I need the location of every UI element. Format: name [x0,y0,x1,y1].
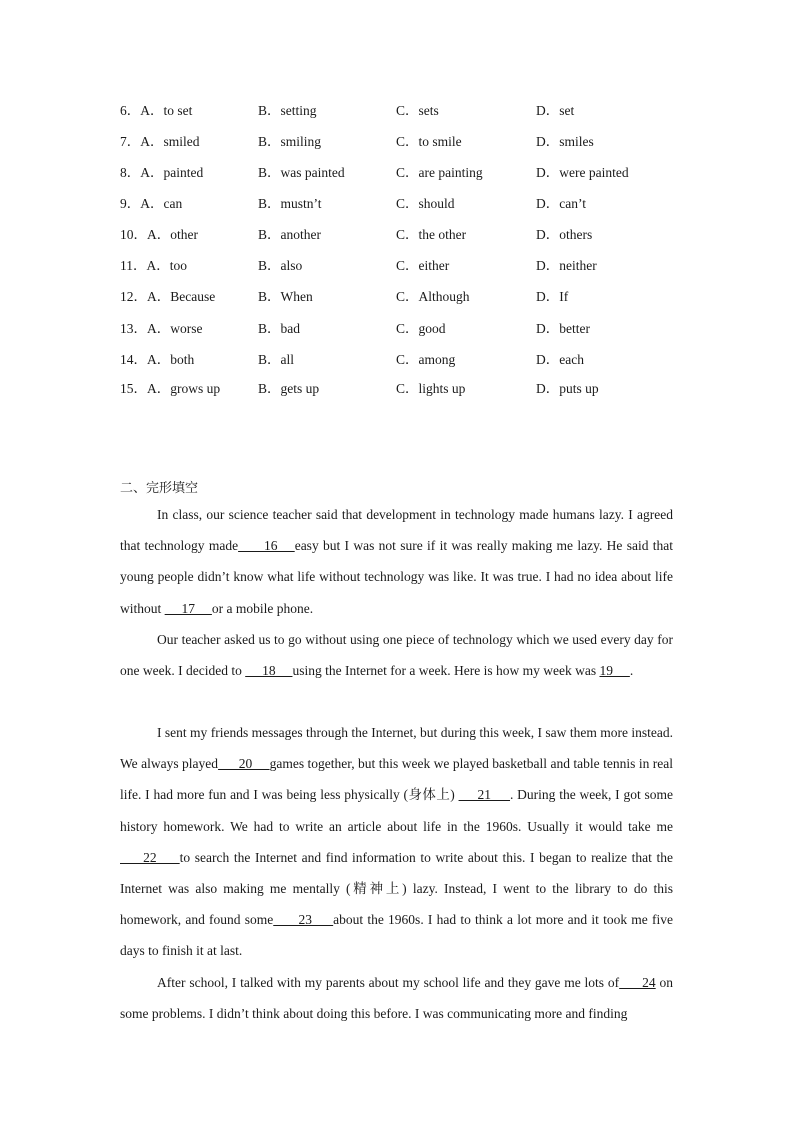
option-a: A．Because [147,289,216,304]
text: using the Internet for a week. Here is how my week was [292,663,600,679]
option-a: A．painted [140,165,204,180]
text: or a mobile phone. [211,600,314,616]
option-a: A．other [147,227,198,242]
blank-24: 24 [619,975,656,990]
option-c: C．the other [396,227,467,242]
option-d: D．others [536,227,593,242]
option-d: D．were painted [536,165,629,180]
question-number: 15． [120,381,147,396]
paragraph-4 [120,967,673,1029]
option-d: D．can’t [536,196,586,211]
question-number-and-option-a [120,163,203,183]
question-number-and-option-a [120,225,198,245]
option-d: D．If [536,289,569,304]
option-b: B．When [258,289,313,304]
text: . [629,663,634,679]
option-b: B．was painted [258,165,345,180]
option-c: C．sets [396,103,439,118]
question-number-and-option-a [120,379,220,399]
option-d: D．set [536,103,575,118]
question-number-and-option-a [120,132,200,152]
question-number: 6． [120,103,141,118]
text: games together, but this week we played basketball and table tennis in real life. I had more fun and I was being less physically (身体上) [120,756,674,803]
option-a: A．too [146,258,187,273]
text: Our teacher asked us to go without using one piece of technology which we used every day for one week. I decided to [120,632,673,679]
paragraph-2 [120,624,673,686]
option-a: A．worse [147,321,203,336]
option-a: A．can [140,196,183,211]
option-d: D．better [536,321,590,336]
option-c: C．Although [396,289,470,304]
option-c: C．are painting [396,165,483,180]
option-d: D．neither [536,258,597,273]
option-c: C．either [396,258,450,273]
option-c: C．good [396,321,446,336]
question-number: 14． [120,352,147,367]
question-number-and-option-a [120,101,192,121]
option-d: D．each [536,352,584,367]
option-d: D．smiles [536,134,594,149]
question-number: 13． [120,321,147,336]
option-c: C．should [396,196,455,211]
blank-20: 20 [218,756,270,772]
question-number-and-option-a [120,319,203,339]
question-number: 11． [120,258,147,273]
option-b: B．setting [258,103,317,118]
option-a: A．grows up [147,381,221,396]
blank-16: 16 [238,538,295,554]
blank-23: 23 [273,912,334,928]
option-d: D．puts up [536,381,599,396]
option-b: B．mustn’t [258,196,322,211]
text: . During the week, I got some history homework. We had to write an article about life in the 1960s. Usually it would take me [120,787,674,834]
option-a: A．both [147,352,195,367]
option-b: B．another [258,227,321,242]
blank-22: 22 [120,849,180,865]
text: to search the Internet and find information to write about this. I began to realize that the Internet was also making me mentally (精神上) lazy. Instead, I went to the library to do this homework, and found some [120,849,673,928]
option-b: B．all [258,352,294,367]
question-number: 7． [120,134,141,149]
question-number-and-option-a [120,287,215,307]
option-b: B．gets up [258,381,320,396]
question-number-and-option-a [120,256,187,276]
option-a: A．smiled [140,134,200,149]
question-number-and-option-a [120,350,194,370]
question-number: 9． [120,196,141,211]
blank-18: 18 [245,663,293,679]
blank-17: 17 [164,600,212,616]
paragraph-3 [120,717,673,967]
text: about the 1960s. I had to think a lot more and it took me five days to finish it at last. [120,912,673,959]
option-b: B．smiling [258,134,322,149]
question-number-and-option-a [120,194,182,214]
option-c: C．to smile [396,134,462,149]
blank-21: 21 [458,787,511,803]
paragraph-1 [120,499,673,624]
option-a: A．to set [140,103,193,118]
option-c: C．among [396,352,456,367]
text: on some problems. I didn’t think about doing this before. I was communicating more and finding [120,975,674,1022]
text: I sent my friends messages through the Internet, but during this week, I saw them more instead. We always played [120,725,673,772]
section-title: 二、完形填空 [120,481,199,496]
question-number: 12． [120,289,147,304]
option-c: C．lights up [396,381,466,396]
question-number: 8． [120,165,141,180]
text: In class, our science teacher said that development in technology made humans lazy. I agreed that technology made [120,507,673,554]
option-b: B．bad [258,321,300,336]
text: easy but I was not sure if it was really making me lazy. He said that young people didn’t know what life without technology was like. It was true. I had no idea about life without [120,538,674,616]
option-b: B．also [258,258,303,273]
text: After school, I talked with my parents about my school life and they gave me lots of [157,975,620,990]
blank-19: 19 [599,663,630,679]
question-number: 10． [120,227,147,242]
